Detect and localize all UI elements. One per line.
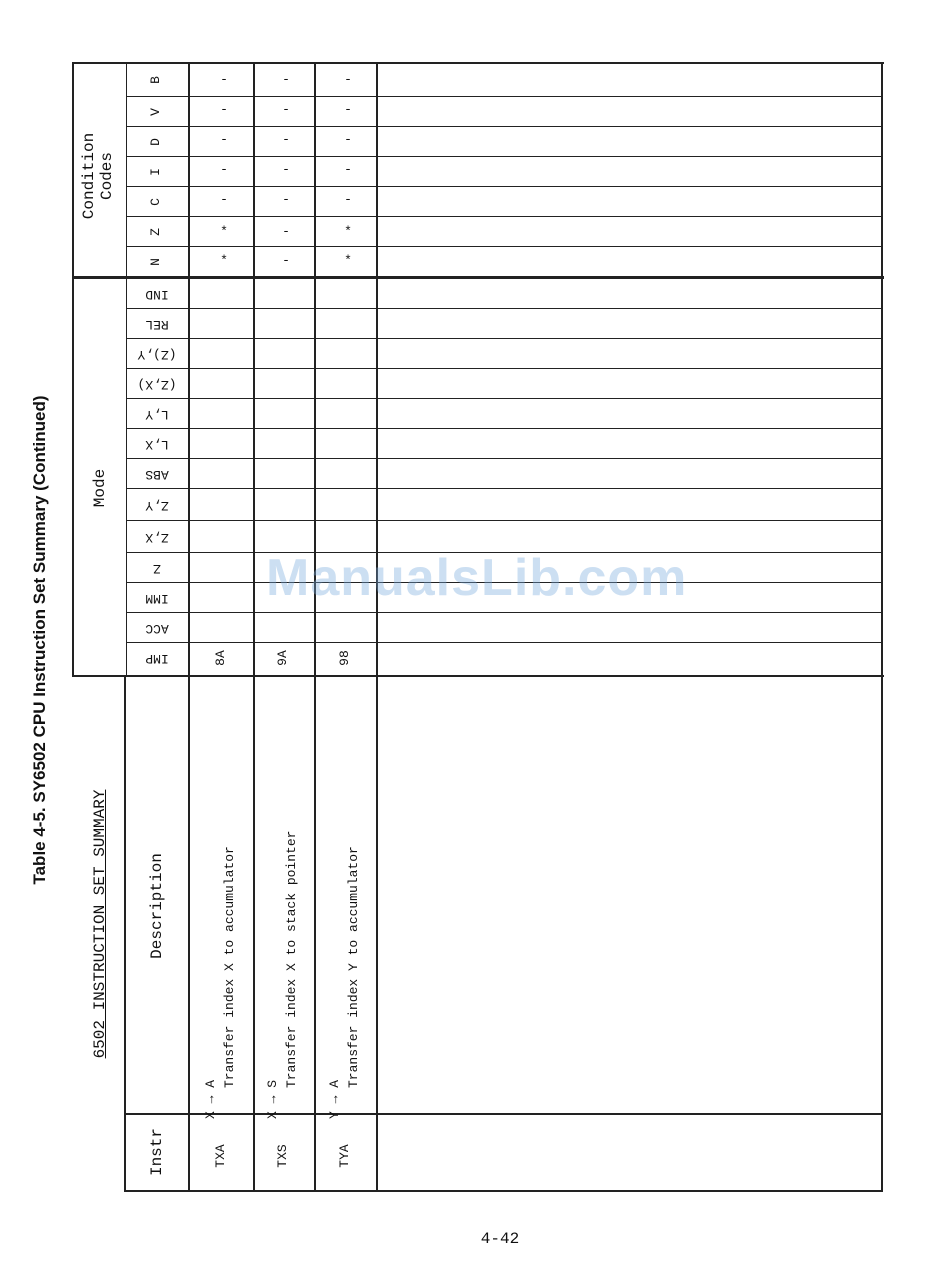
imp-opcode-cell: 9A bbox=[275, 650, 290, 666]
description-cell: Transfer index Y to accumulator bbox=[346, 846, 361, 1088]
mode-col-ind: IND bbox=[145, 287, 169, 302]
cc-z-cell: - bbox=[282, 224, 290, 239]
desc-instr-divider bbox=[124, 1113, 881, 1115]
cc-d-cell: - bbox=[282, 132, 290, 147]
instr-cell: TXA bbox=[213, 1144, 228, 1168]
row-divider-2 bbox=[314, 62, 316, 1192]
mode-desc-divider bbox=[72, 675, 884, 677]
row-divider-3 bbox=[376, 62, 378, 1192]
cc-col-z: Z bbox=[148, 228, 163, 236]
operation-cell: Y → A bbox=[327, 1079, 342, 1119]
mode-sep bbox=[126, 458, 881, 459]
operation-cell: X → A bbox=[203, 1079, 218, 1119]
cc-b-cell: - bbox=[220, 72, 228, 87]
cc-col-b: B bbox=[148, 76, 163, 84]
cc-sep bbox=[126, 216, 881, 217]
description-cell: Transfer index X to accumulator bbox=[222, 846, 237, 1088]
cc-col-n: N bbox=[148, 258, 163, 266]
mode-sep bbox=[126, 488, 881, 489]
cc-col-v: V bbox=[148, 108, 163, 116]
watermark-logo: ManualsLib.com bbox=[266, 549, 688, 607]
cc-col-i: I bbox=[148, 168, 163, 176]
description-header: Description bbox=[148, 853, 166, 959]
cc-n-cell: - bbox=[282, 253, 290, 268]
mode-sep bbox=[126, 428, 881, 429]
table-caption: Table 4-5. SY6502 CPU Instruction Set Summary (Continued) bbox=[30, 395, 49, 885]
cc-mode-divider bbox=[72, 276, 884, 279]
cc-i-cell: - bbox=[282, 162, 290, 177]
cc-v-cell: - bbox=[220, 102, 228, 117]
instr-header: Instr bbox=[148, 1128, 166, 1177]
cc-n-cell: * bbox=[344, 253, 352, 268]
mode-sep bbox=[126, 612, 881, 613]
cc-z-cell: * bbox=[344, 224, 352, 239]
outer-left-upper bbox=[72, 62, 74, 677]
operation-cell: X → S bbox=[265, 1079, 280, 1119]
table-border-bottom bbox=[124, 1190, 881, 1192]
cc-d-cell: - bbox=[344, 132, 352, 147]
mode-col-abs: ABS bbox=[145, 467, 169, 482]
cc-n-cell: * bbox=[220, 253, 228, 268]
condition-codes-header bbox=[80, 116, 120, 236]
mode-col-z: Z bbox=[153, 561, 161, 576]
description-cell: Transfer index X to stack pointer bbox=[284, 830, 299, 1088]
outer-left-lower bbox=[124, 675, 126, 1192]
cc-sep bbox=[126, 96, 881, 97]
cc-sep bbox=[126, 156, 881, 157]
mode-col-zx-ind: (Z,X) bbox=[137, 377, 177, 392]
mode-col-zy-ind: (Z),Y bbox=[137, 347, 177, 362]
instr-cell: TXS bbox=[275, 1144, 290, 1168]
cc-col-d: D bbox=[148, 138, 163, 146]
cc-d-cell: - bbox=[220, 132, 228, 147]
row-divider-1 bbox=[253, 62, 255, 1192]
cc-i-cell: - bbox=[220, 162, 228, 177]
mode-col-zy: Z,Y bbox=[145, 498, 169, 513]
cc-i-cell: - bbox=[344, 162, 352, 177]
instr-cell: TYA bbox=[337, 1144, 352, 1168]
outer-right bbox=[881, 62, 883, 1192]
mode-header: Mode bbox=[91, 468, 109, 508]
header-row-divider bbox=[188, 62, 190, 1192]
cc-sep bbox=[126, 186, 881, 187]
cc-c-cell: - bbox=[220, 192, 228, 207]
mode-sep bbox=[126, 520, 881, 521]
mode-col-zx: Z,X bbox=[145, 530, 169, 545]
cc-v-cell: - bbox=[344, 102, 352, 117]
imp-opcode-cell: 8A bbox=[213, 650, 228, 666]
mode-col-lx: L,X bbox=[145, 437, 169, 452]
cc-c-cell: - bbox=[282, 192, 290, 207]
condition-codes-label-2: Codes bbox=[98, 152, 116, 201]
mode-col-imp: IMP bbox=[145, 651, 169, 666]
cc-z-cell: * bbox=[220, 224, 228, 239]
cc-b-cell: - bbox=[282, 72, 290, 87]
cc-sep bbox=[126, 126, 881, 127]
mode-col-rel: REL bbox=[145, 317, 169, 332]
header-column-divider bbox=[126, 62, 127, 677]
cc-v-cell: - bbox=[282, 102, 290, 117]
mode-sep bbox=[126, 338, 881, 339]
mode-col-ly: L,Y bbox=[145, 407, 169, 422]
condition-codes-label-1: Condition bbox=[80, 132, 98, 220]
mode-col-acc: ACC bbox=[145, 621, 169, 636]
mode-sep bbox=[126, 368, 881, 369]
mode-sep bbox=[126, 642, 881, 643]
cc-col-c: C bbox=[148, 198, 163, 206]
mode-col-imm: IMM bbox=[145, 591, 169, 606]
cc-c-cell: - bbox=[344, 192, 352, 207]
page-number: 4-42 bbox=[480, 1230, 520, 1248]
table-border-top bbox=[72, 62, 884, 64]
mode-sep bbox=[126, 308, 881, 309]
imp-opcode-cell: 98 bbox=[337, 650, 352, 666]
table-heading: 6502 INSTRUCTION SET SUMMARY bbox=[91, 789, 109, 1059]
cc-sep bbox=[126, 246, 881, 247]
mode-sep bbox=[126, 398, 881, 399]
cc-b-cell: - bbox=[344, 72, 352, 87]
